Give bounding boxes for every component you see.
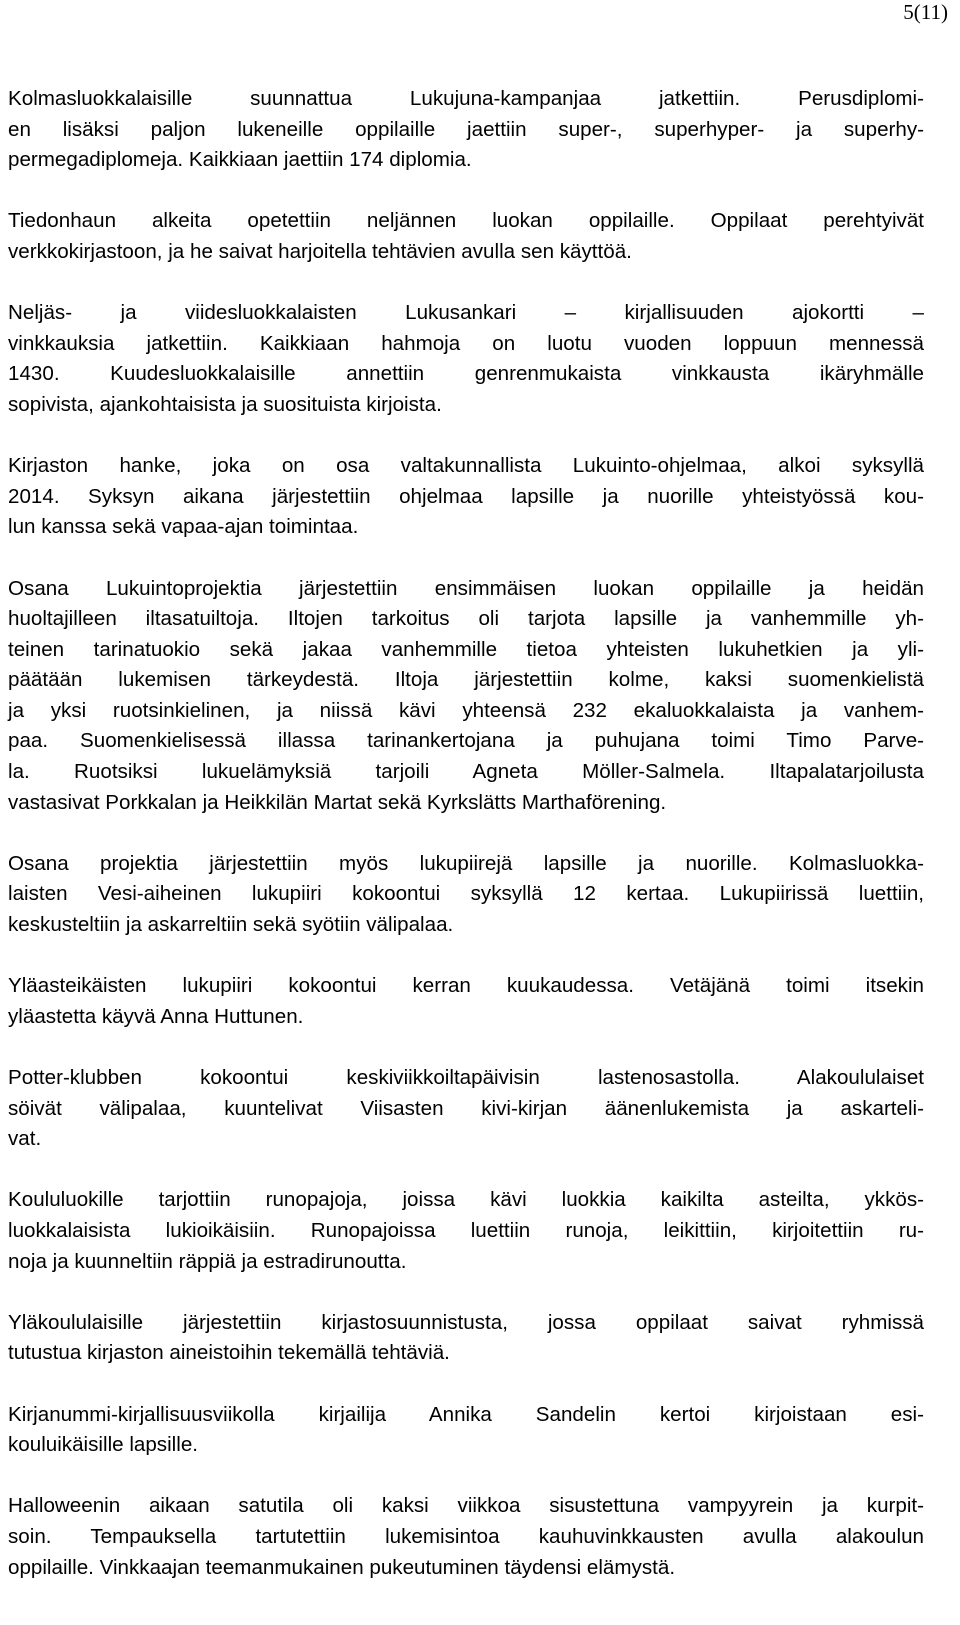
text-line: permegadiplomeja. Kaikkiaan jaettiin 174 diplomia. [8, 148, 472, 172]
text-line: ja yksi ruotsinkielinen, ja niissä kävi yhteensä 232 ekaluokkalaista ja vanhem- [8, 698, 924, 722]
text-line: Kirjaston hanke, joka on osa valtakunnallista Lukuinto-ohjelmaa, alkoi syksyllä [8, 454, 924, 478]
text-line: päätään lukemisen tärkeydestä. Iltoja järjestettiin kolme, kaksi suomenkielistä [8, 668, 924, 692]
text-line: Kirjanummi-kirjallisuusviikolla kirjailija Annika Sandelin kertoi kirjoistaan esi- [8, 1402, 924, 1426]
text-line: tutustua kirjaston aineistoihin tekemällä tehtäviä. [8, 1341, 450, 1365]
text-line: Yläkoululaisille järjestettiin kirjastosuunnistusta, jossa oppilaat saivat ryhmissä [8, 1310, 924, 1334]
text-line: Potter-klubben kokoontui keskiviikkoiltapäivisin lastenosastolla. Alakoululaiset [8, 1066, 924, 1089]
paragraph-lukujuna [8, 84, 924, 176]
paragraph-lukuinto-hanke [8, 451, 924, 543]
text-line: kouluikäisille lapsille. [8, 1433, 199, 1457]
text-line: oppilaille. Vinkkaajan teemanmukainen pukeutuminen täydensi elämystä. [8, 1555, 676, 1579]
page-number: 5(11) [903, 0, 948, 24]
text-line: Neljäs- ja viidesluokkalaisten Lukusankari – kirjallisuuden ajokortti – [8, 301, 924, 325]
text-line: paa. Suomenkielisessä illassa tarinankertojana ja puhujana toimi Timo Parve- [8, 729, 924, 753]
paragraph-iltasatuillat [8, 574, 924, 819]
text-line: en lisäksi paljon lukeneille oppilaille jaettiin super-, superhyper- ja superhy- [8, 117, 924, 141]
text-line: 2014. Syksyn aikana järjestettiin ohjelmaa lapsille ja nuorille yhteistyössä kou- [8, 484, 924, 508]
text-line: Tiedonhaun alkeita opetettiin neljännen luokan oppilaille. Oppilaat perehtyivät [8, 209, 924, 233]
paragraph-kirjastosuunnistus [8, 1308, 924, 1369]
text-line: huoltajilleen iltasatuiltoja. Iltojen tarkoitus oli tarjota lapsille ja vanhemmille yh- [8, 607, 924, 631]
text-line: vastasivat Porkkalan ja Heikkilän Martat sekä Kyrkslätts Marthaförening. [8, 790, 667, 814]
text-line: luokkalaisista lukioikäisiin. Runopajoissa luettiin runoja, leikittiin, kirjoitettiin ru- [8, 1218, 924, 1242]
paragraph-tiedonhaku [8, 206, 924, 267]
text-line: 1430. Kuudesluokkalaisille annettiin genrenmukaista vinkkausta ikäryhmälle [8, 362, 924, 386]
text-line: verkkokirjastoon, ja he saivat harjoitella tehtävien avulla sen käyttöä. [8, 239, 632, 263]
text-line: teinen tarinatuokio sekä jakaa vanhemmille tietoa yhteisten lukuhetkien ja yli- [8, 637, 924, 661]
text-line: Osana projektia järjestettiin myös lukupiirejä lapsille ja nuorille. Kolmasluokka- [8, 851, 924, 875]
text-line: laisten Vesi-aiheinen lukupiiri kokoontui syksyllä 12 kertaa. Lukupiirissä luettiin, [8, 882, 924, 906]
text-line: vinkkauksia jatkettiin. Kaikkiaan hahmoja on luotu vuoden loppuun mennessä [8, 331, 924, 355]
text-line: yläastetta käyvä Anna Huttunen. [8, 1004, 304, 1028]
text-line: Koululuokille tarjottiin runopajoja, joissa kävi luokkia kaikilta asteilta, ykkös- [8, 1188, 924, 1212]
text-line: vat. [8, 1127, 42, 1151]
text-line: Halloweenin aikaan satutila oli kaksi viikkoa sisustettuna vampyyrein ja kurpit- [8, 1494, 924, 1518]
document-body [8, 84, 924, 1614]
text-line: Osana Lukuintoprojektia järjestettiin ensimmäisen luokan oppilaille ja heidän [8, 576, 924, 600]
paragraph-ylaaste-lukupiiri [8, 971, 924, 1032]
paragraph-potter-klubben [8, 1063, 924, 1155]
paragraph-halloween [8, 1491, 924, 1583]
text-line: keskusteltiin ja askarreltiin sekä syötiin välipalaa. [8, 913, 454, 937]
text-line: Yläasteikäisten lukupiiri kokoontui kerran kuukaudessa. Vetäjänä toimi itsekin [8, 974, 924, 998]
paragraph-lukusankari [8, 298, 924, 420]
text-line: lun kanssa sekä vapaa-ajan toimintaa. [8, 515, 359, 539]
paragraph-runopajat [8, 1185, 924, 1277]
text-line: noja ja kuunneltiin räppiä ja estradirunoutta. [8, 1249, 407, 1273]
text-line: söivät välipalaa, kuuntelivat Viisasten kivi-kirjan äänenlukemista ja askarteli- [8, 1096, 924, 1120]
text-line: sopivista, ajankohtaisista ja suosituista kirjoista. [8, 392, 442, 416]
text-line: la. Ruotsiksi lukuelämyksiä tarjoili Agneta Möller-Salmela. Iltapalatarjoilusta [8, 760, 924, 784]
paragraph-kirjanummi [8, 1400, 924, 1461]
text-line: Kolmasluokkalaisille suunnattua Lukujuna-kampanjaa jatkettiin. Perusdiplomi- [8, 87, 924, 110]
text-line: soin. Tempauksella tartutettiin lukemisintoa kauhuvinkkausten avulla alakoulun [8, 1524, 924, 1548]
paragraph-lukupiirit [8, 849, 924, 941]
